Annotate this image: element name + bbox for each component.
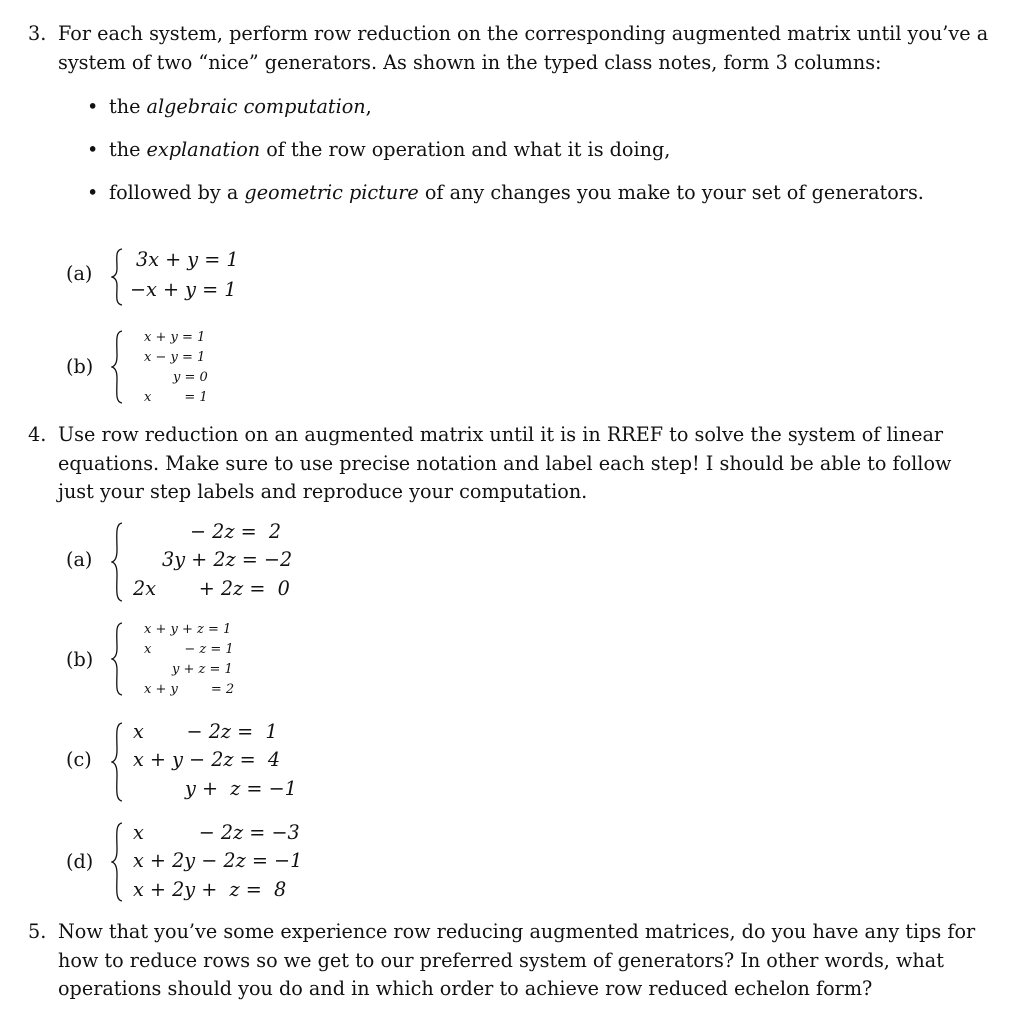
bullet-item: • the explanation of the row operation and what it is doing, (87, 138, 671, 161)
equation: x = 1 (144, 390, 208, 405)
equation: x − 2z = 1 (133, 720, 278, 743)
part-label: (d) (66, 850, 94, 873)
problem-number: 3. (28, 22, 47, 45)
equation: 3y + 2z = −2 (162, 548, 293, 571)
equation: x + 2y + z = 8 (133, 878, 287, 901)
problem-3 (28, 20, 993, 77)
part-label: (c) (66, 748, 92, 771)
equation: x + y = 1 (144, 330, 206, 345)
part-label: (a) (66, 262, 93, 285)
equation: x + y − 2z = 4 (133, 748, 281, 771)
equation: x − z = 1 (144, 642, 234, 657)
equation: y = 0 (173, 370, 208, 385)
problem-text: For each system, perform row reduction on the corresponding augmented matrix until you’ve a system of two “nice” generators. As shown in the typed class notes, form 3 columns: (58, 22, 989, 74)
left-brace (111, 522, 123, 602)
problem-4 (28, 421, 993, 507)
problem-number: 5. (28, 920, 47, 943)
problem-5 (28, 918, 993, 1004)
equation: y + z = 1 (172, 662, 233, 677)
equation: x + 2y − 2z = −1 (133, 849, 303, 872)
equation: 3x + y = 1 (136, 248, 239, 271)
bullet-item: • the algebraic computation, (87, 95, 372, 118)
equation: x − 2z = −3 (133, 821, 300, 844)
equation: − 2z = 2 (190, 520, 282, 543)
equation: y + z = −1 (185, 777, 297, 800)
left-brace (111, 330, 123, 404)
problem-text: Now that you’ve some experience row reducing augmented matrices, do you have any tips for how to reduce rows so we get to our preferred system of generators? In other words, what operations should you do and in which order to achieve row reduced echelon form? (58, 920, 976, 1001)
equation: 2x + 2z = 0 (133, 577, 290, 600)
part-label: (b) (66, 648, 94, 671)
part-label: (a) (66, 548, 93, 571)
left-brace (111, 822, 123, 902)
equation: x + y + z = 1 (144, 622, 232, 637)
equation: x + y = 2 (144, 682, 235, 697)
left-brace (111, 622, 123, 696)
problem-number: 4. (28, 423, 47, 446)
left-brace (111, 722, 123, 802)
equation: −x + y = 1 (130, 278, 237, 301)
problem-text: Use row reduction on an augmented matrix until it is in RREF to solve the system of linear equations. Make sure to use precise notation and label each step! I should be able to follow just your step labels and reproduce your computation. (58, 423, 952, 504)
equation: x − y = 1 (144, 350, 206, 365)
left-brace (111, 248, 123, 306)
part-label: (b) (66, 355, 94, 378)
bullet-item: • followed by a geometric picture of any changes you make to your set of generators. (87, 181, 924, 204)
bullet-list (84, 85, 924, 214)
